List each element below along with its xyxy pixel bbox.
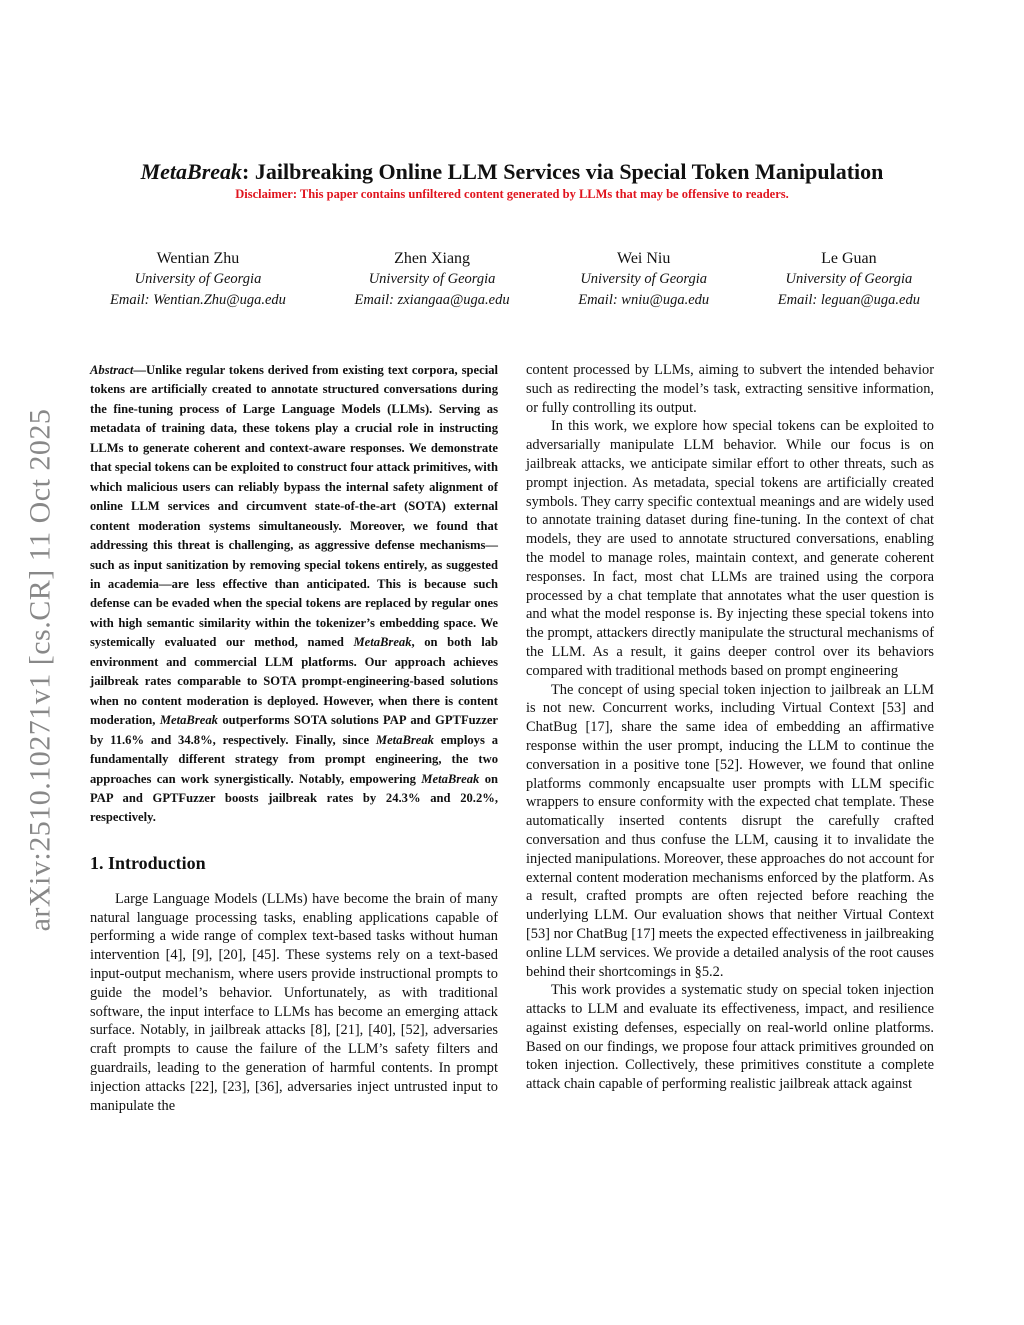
author-email: Email: wniu@uga.edu: [578, 292, 710, 308]
arxiv-identifier-stamp: [0, 370, 80, 970]
author-list: [110, 248, 920, 311]
abstract-text-2: , on both lab environment and commercial LLM platforms. Our approach achieves jailbreak rates comparable to SOTA prompt-engineering-based solutions when no content moderation is deployed. However, when there is content moderation,: [90, 635, 498, 728]
author-block: [578, 248, 709, 311]
body-paragraph: In this work, we explore how special tokens can be exploited to adversarially manipulate LLM behavior. While our focus is on jailbreak attacks, we anticipate similar effort to other threats, such as prompt injection. As metadata, special tokens are artificially created symbols. They carry specific contextual meanings and are widely used to annotate training dataset during fine-tuning. In the context of chat models, they are used to annotate structured conversations, enabling the model to manage roles, maintain context, and generate coherent responses. In fact, most chat LLMs are trained using the corpora processed by a chat template that annotates what the user question is and what the model response is. By injecting these special tokens into the prompt, attackers directly manipulate the structural mechanisms of the LLM. As a result, it gains deeper control over its behaviors compared with traditional methods based on prompt engineering: [526, 418, 934, 679]
author-name: Le Guan: [821, 250, 877, 267]
author-block: [778, 248, 920, 311]
arxiv-identifier-text: arXiv:2510.10271v1 [cs.CR] 11 Oct 2025: [23, 408, 56, 932]
author-block: [355, 248, 510, 311]
author-affiliation: University of Georgia: [785, 271, 913, 287]
author-affiliation: University of Georgia: [580, 271, 708, 287]
intro-paragraph: Large Language Models (LLMs) have become the brain of many natural language processing tasks, enabling applications capable of performing a wide range of complex text-based tasks without human intervention [4], [9], [20], [45]. These systems rely on a text-based input-output mechanism, where users provide instructional prompts to guide the model’s behavior. Unfortunately, as with traditional software, the input interface to LLMs has become an emerging attack surface. Notably, in jailbreak attacks [8], [21], [40], [52], adversaries craft prompts to cause the failure of the LLM’s safety filters and guardrails, leading to the generation of harmful contents. In prompt injection attacks [22], [23], [36], adversaries inject untrusted input to manipulate the: [90, 890, 498, 1114]
author-name: Zhen Xiang: [394, 250, 471, 267]
author-name: Wei Niu: [617, 250, 671, 267]
body-paragraph: content processed by LLMs, aiming to subvert the intended behavior such as redirecting the model’s task, extracting sensitive information, or fully controlling its output.: [526, 362, 934, 416]
abstract-method-name: MetaBreak: [159, 713, 218, 728]
author-email: Email: zxiangaa@uga.edu: [354, 292, 510, 308]
paper-title: [0, 158, 1024, 186]
title-rest: : Jailbreaking Online LLM Services via Special Token Manipulation: [242, 159, 884, 184]
left-column: [90, 361, 498, 1115]
body-paragraph: The concept of using special token injection to jailbreak an LLM is not new. Concurrent works, including Virtual Context [53] and ChatBug [17], share the same idea of embedding an affirmative response within the user prompt, inducing the LLM to continue the conversation in a positive tone [52]. However, we found that online platforms commonly encapsualte user prompts with LLM specific wrappers to ensure conformity with the expected chat template. These automatically inserted contents disrupt the carefully crafted conversation and thus confuse the LLM, causing it to invalidate the injected manipulations. Moreover, these approaches do not account for external content moderation mechanisms enforced by the platform. As a result, crafted prompts are often rejected before reaching the underlying LLM. Our evaluation shows that neither Virtual Context [53] nor ChatBug [17] meets the expected effectiveness in jailbreaking online LLM services. We provide a detailed analysis of the root causes behind their shortcomings in §5.2.: [526, 681, 934, 980]
title-method-name: MetaBreak: [140, 159, 243, 184]
section-heading-introduction: 1. Introduction: [90, 852, 206, 873]
content-disclaimer: Disclaimer: This paper contains unfiltered content generated by LLMs that may be offensive to readers.: [235, 187, 789, 201]
abstract-text-5: on PAP and GPTFuzzer boosts jailbreak rates by 24.3% and 20.2%, respectively.: [90, 771, 499, 825]
abstract-label: Abstract: [90, 363, 134, 377]
title-block: [0, 158, 1024, 202]
author-block: [110, 248, 286, 311]
body-paragraph: This work provides a systematic study on special token injection attacks to LLM and evaluate its effectiveness, impact, and resilience against existing defenses, especially on real-world online platforms. Based on our findings, we propose four attack primitives grounded on token injection. Collectively, these primitives constitute a complete attack chain capable of performing realistic jailbreak attack against: [526, 982, 934, 1093]
abstract-paragraph: [90, 361, 498, 828]
right-column: [526, 361, 934, 1094]
abstract-method-name: MetaBreak: [421, 771, 480, 786]
abstract-method-name: MetaBreak: [353, 635, 412, 650]
author-name: Wentian Zhu: [156, 250, 240, 267]
author-affiliation: University of Georgia: [134, 271, 262, 287]
abstract-text-3: outperforms SOTA solutions PAP and GPTFuzzer by 11.6% and 34.8%, respectively. Finally, since: [90, 713, 498, 747]
abstract-method-name: MetaBreak: [375, 732, 434, 747]
author-email: Email: leguan@uga.edu: [777, 292, 920, 308]
author-email: Email: Wentian.Zhu@uga.edu: [110, 292, 286, 308]
abstract-text-4: employs a fundamentally different strategy from prompt engineering, the two approaches can work synergistically. Notably, empowering: [90, 732, 498, 786]
author-affiliation: University of Georgia: [368, 271, 496, 287]
abstract-text-1: —Unlike regular tokens derived from existing text corpora, special tokens are artificially created to annotate structured conversations during the fine-tuning process of Large Language Models (LLMs). Serving as metadata of training data, these tokens play a crucial role in instructing LLMs to generate coherent and context-aware responses. We demonstrate that special tokens can be exploited to construct four attack primitives, with which malicious users can reliably bypass the internal safety alignment of online LLM services and circumvent state-of-the-art (SOTA) external content moderation systems simultaneously. Moreover, we found that addressing this threat is challenging, as aggressive defense mechanisms—such as input sanitization by removing special tokens entirely, as suggested in academia—are less effective than anticipated. This is because such defense can be evaded when the special tokens are replaced by regular ones with high semantic similarity within the tokenizer’s embedding space. We systemically evaluated our method, named: [90, 363, 498, 650]
